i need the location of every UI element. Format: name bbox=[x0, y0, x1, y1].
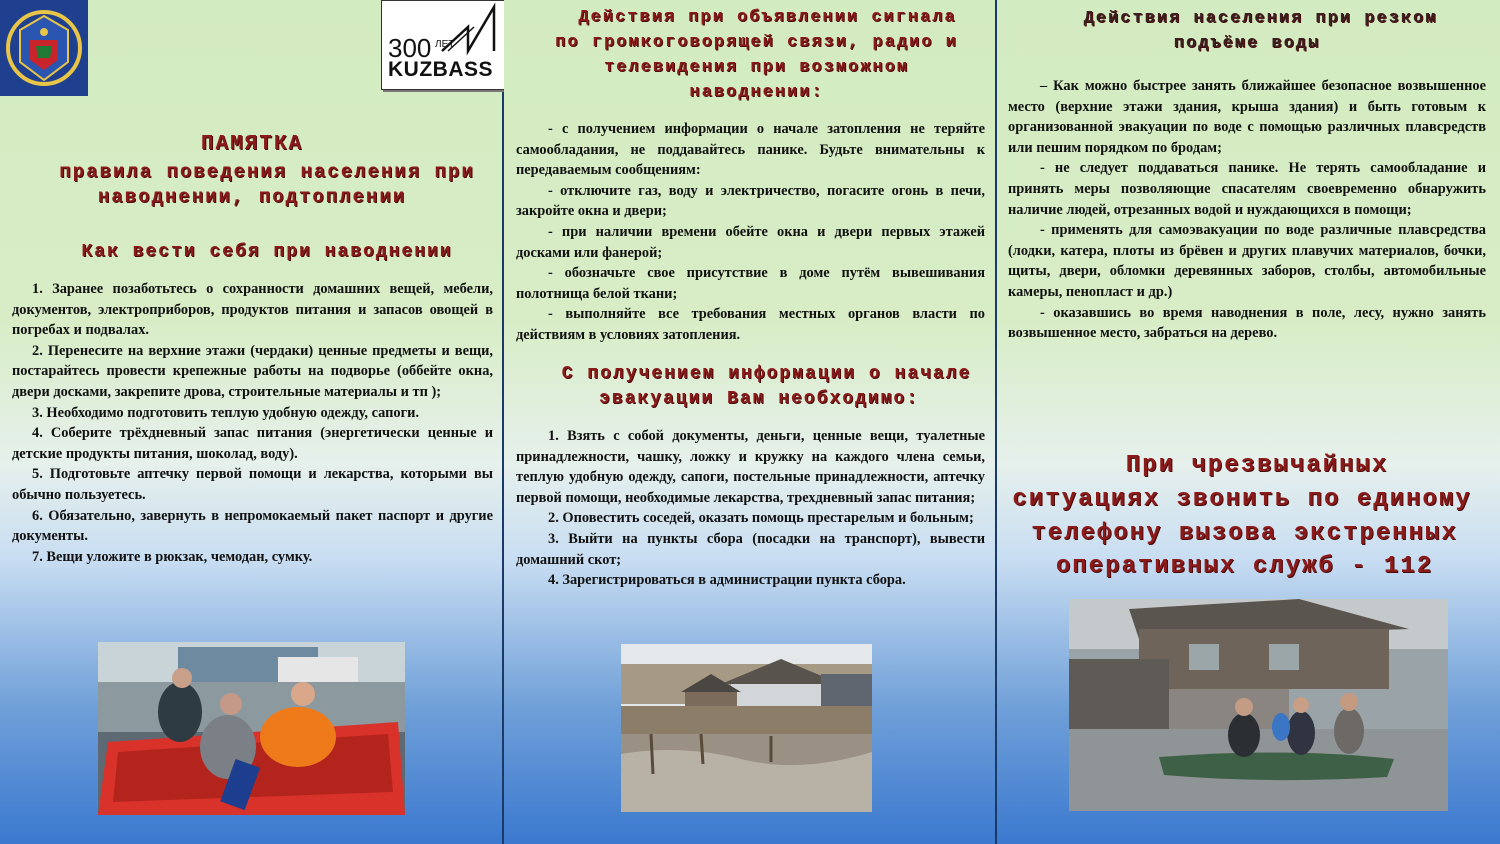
list-item: - обозначьте свое присутствие в доме путём вывешивания полотнища белой ткани; bbox=[516, 265, 985, 302]
list-item: 4. Соберите трёхдневный запас питания (энергетически ценные и детские продукты питания, шоколад, воду). bbox=[12, 425, 493, 462]
memo-subtitle-line1: правила поведения населения при bbox=[59, 161, 475, 183]
logo-kuzbass-text: KUZBASS bbox=[388, 58, 494, 81]
kuzbass-300-logo bbox=[381, 0, 507, 90]
signal-actions-list bbox=[516, 119, 985, 346]
column-middle bbox=[504, 0, 997, 844]
water-rise-heading-line2: подъёме воды bbox=[1173, 34, 1321, 53]
list-item: - отключите газ, воду и электричество, погасите огонь в печи, закройте окна и двери; bbox=[516, 182, 985, 220]
list-item: 3. Выйти на пункты сбора (посадки на транспорт), вывести домашний скот; bbox=[516, 530, 985, 568]
emergency-call-line2: ситуациях звонить по единому bbox=[1012, 486, 1472, 513]
memo-subtitle-line2: наводнении, подтоплении bbox=[97, 186, 407, 208]
signal-heading-line3: телевидения при возможном bbox=[603, 58, 910, 77]
signal-heading-line1: Действия при объявлении сигнала bbox=[578, 8, 957, 27]
list-item: - выполняйте все требования местных органов власти по действиям в условиях затопления. bbox=[516, 306, 985, 343]
list-item: - оказавшись во время наводнения в поле, лесу, нужно занять возвышенное место, забраться на дерево. bbox=[1008, 304, 1486, 342]
list-item: - с получением информации о начале затопления не теряйте самообладания, не поддавайтесь панике. Будьте внимательны к передаваемым сообщениям: bbox=[516, 121, 985, 179]
list-item: 3. Необходимо подготовить теплую удобную одежду, сапоги. bbox=[32, 404, 420, 421]
list-item: - применять для самоэвакуации по воде различные плавсредства (лодки, катера, плоты из брёвен и других плавучих материалов, бочки, щиты, двери, обломки деревянных заборов, столбы, автомобильные камеры, пенопласт и др.) bbox=[1008, 222, 1486, 300]
list-item: - при наличии времени обейте окна и двери первых этажей досками или фанерой; bbox=[516, 223, 985, 261]
list-item: – Как можно быстрее занять ближайшее безопасное возвышенное место (верхние этажи здания, крыша здания) и быть готовым к организованной эвакуации по воде с помощью различных плавсредств или пешим порядком по бродам; bbox=[1008, 78, 1486, 156]
emergency-call-line3: телефону вызова экстренных bbox=[1031, 520, 1458, 547]
list-item: 6. Обязательно, завернуть в непромокаемый пакет паспорт и другие документы. bbox=[12, 507, 493, 545]
list-item: 2. Оповестить соседей, оказать помощь престарелым и больным; bbox=[548, 510, 974, 527]
evacuation-heading-line1: С получением информации о начале bbox=[561, 364, 972, 384]
list-item: 2. Перенесите на верхние этажи (чердаки) ценные предметы и вещи, постарайтесь провести крепежные работы на подворье (оббейте окна, двери досками, закрепите дрова, строительные материалы и тп ); bbox=[12, 342, 493, 400]
water-rise-actions-list bbox=[1008, 76, 1486, 344]
boat-evacuation-photo bbox=[1069, 599, 1448, 811]
section-heading-flood-behavior: Как вести себя при наводнении bbox=[81, 242, 453, 262]
list-item: - не следует поддаваться панике. Не терять самообладание и принять меры позволяющие спасателям своевременно обнаружить наличие людей, отрезанных водой и нуждающихся в помощи; bbox=[1008, 160, 1486, 218]
evacuation-heading-line2: эвакуации Вам необходимо: bbox=[598, 389, 920, 409]
flooded-houses-photo bbox=[621, 644, 872, 812]
rescue-boat-photo bbox=[98, 642, 405, 815]
logo-300-number: 300 bbox=[388, 33, 432, 63]
evacuation-steps-list bbox=[516, 426, 985, 591]
list-item: 1. Взять с собой документы, деньги, ценные вещи, туалетные принадлежности, чашку, ложку и кружку на каждого члена семьи, теплую удобную одежду, сапоги, постельные принадлежности, аптечку первой помощи, необходимые лекарства, трехдневный запас питания; bbox=[516, 428, 985, 506]
flood-behavior-list bbox=[12, 279, 493, 567]
logo-300-suffix: ЛЕТ bbox=[435, 39, 455, 50]
list-item: 7. Вещи уложите в рюкзак, чемодан, сумку. bbox=[32, 548, 313, 565]
emergency-call-line1: При чрезвычайных bbox=[1125, 452, 1389, 479]
emergency-ministry-emblem-icon bbox=[0, 0, 88, 96]
water-rise-heading-line1: Действия населения при резком bbox=[1083, 9, 1438, 28]
list-item: 4. Зарегистрироваться в администрации пункта сбора. bbox=[548, 572, 906, 589]
list-item: 1. Заранее позаботьтесь о сохранности домашних вещей, мебели, документов, электроприборов, продуктов питания и запасов овощей в погребах и подвалах. bbox=[12, 281, 493, 339]
emergency-call-line4: оперативных служб - 112 bbox=[1055, 553, 1434, 580]
signal-heading-line2: по громкоговорящей связи, радио и bbox=[555, 33, 958, 52]
column-left bbox=[0, 0, 504, 844]
column-right bbox=[997, 0, 1500, 844]
list-item: 5. Подготовьте аптечку первой помощи и лекарства, которыми вы обычно пользуетесь. bbox=[12, 466, 493, 503]
signal-heading-line4: наводнении: bbox=[689, 83, 824, 102]
memo-title: ПАМЯТКА bbox=[200, 133, 304, 156]
